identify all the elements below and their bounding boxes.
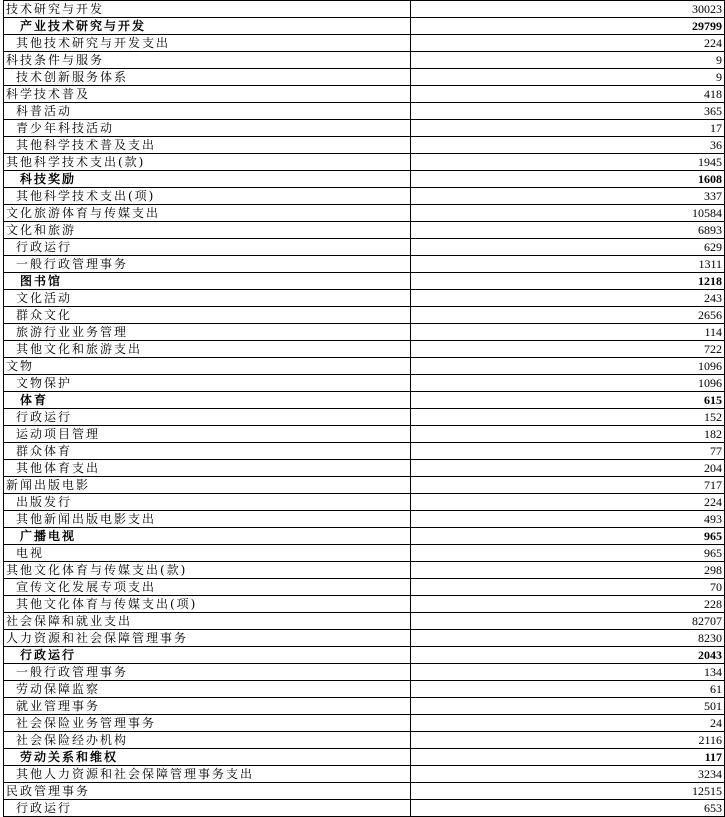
amount-cell: 493 bbox=[411, 511, 725, 528]
item-name-cell: 一般行政管理事务 bbox=[4, 664, 411, 681]
item-name-cell: 其他科学技术支出(款) bbox=[4, 154, 411, 171]
amount-cell: 365 bbox=[411, 103, 725, 120]
item-name-cell: 文物 bbox=[4, 358, 411, 375]
amount-cell: 653 bbox=[411, 800, 725, 817]
item-name-cell: 图书馆 bbox=[4, 273, 411, 290]
item-name-cell: 电视 bbox=[4, 545, 411, 562]
table-row bbox=[4, 120, 725, 137]
item-name-cell: 产业技术研究与开发 bbox=[4, 18, 411, 35]
amount-cell: 29799 bbox=[411, 18, 725, 35]
amount-cell: 298 bbox=[411, 562, 725, 579]
table-row bbox=[4, 222, 725, 239]
table-row bbox=[4, 358, 725, 375]
amount-cell: 1311 bbox=[411, 256, 725, 273]
amount-cell: 77 bbox=[411, 443, 725, 460]
item-name-cell: 宣传文化发展专项支出 bbox=[4, 579, 411, 596]
item-name-cell: 社会保险经办机构 bbox=[4, 732, 411, 749]
table-row bbox=[4, 579, 725, 596]
table-row bbox=[4, 154, 725, 171]
item-name-cell: 其他文化体育与传媒支出(项) bbox=[4, 596, 411, 613]
amount-cell: 3234 bbox=[411, 766, 725, 783]
item-name-cell: 文物保护 bbox=[4, 375, 411, 392]
table-row bbox=[4, 188, 725, 205]
item-name-cell: 其他人力资源和社会保障管理事务支出 bbox=[4, 766, 411, 783]
amount-cell: 1218 bbox=[411, 273, 725, 290]
table-row bbox=[4, 341, 725, 358]
item-name-cell: 其他体育支出 bbox=[4, 460, 411, 477]
amount-cell: 17 bbox=[411, 120, 725, 137]
table-row bbox=[4, 273, 725, 290]
table-row bbox=[4, 766, 725, 783]
table-row bbox=[4, 1, 725, 18]
item-name-cell: 新闻出版电影 bbox=[4, 477, 411, 494]
amount-cell: 418 bbox=[411, 86, 725, 103]
table-row bbox=[4, 375, 725, 392]
table-row bbox=[4, 290, 725, 307]
table-row bbox=[4, 239, 725, 256]
table-row bbox=[4, 511, 725, 528]
budget-table bbox=[3, 0, 725, 817]
amount-cell: 30023 bbox=[411, 1, 725, 18]
table-row bbox=[4, 664, 725, 681]
item-name-cell: 广播电视 bbox=[4, 528, 411, 545]
amount-cell: 36 bbox=[411, 137, 725, 154]
amount-cell: 24 bbox=[411, 715, 725, 732]
item-name-cell: 其他文化和旅游支出 bbox=[4, 341, 411, 358]
amount-cell: 182 bbox=[411, 426, 725, 443]
amount-cell: 1096 bbox=[411, 375, 725, 392]
table-row bbox=[4, 613, 725, 630]
table-row bbox=[4, 137, 725, 154]
amount-cell: 629 bbox=[411, 239, 725, 256]
table-row bbox=[4, 630, 725, 647]
item-name-cell: 群众体育 bbox=[4, 443, 411, 460]
item-name-cell: 其他文化体育与传媒支出(款) bbox=[4, 562, 411, 579]
item-name-cell: 民政管理事务 bbox=[4, 783, 411, 800]
item-name-cell: 文化活动 bbox=[4, 290, 411, 307]
table-row bbox=[4, 783, 725, 800]
amount-cell: 228 bbox=[411, 596, 725, 613]
amount-cell: 337 bbox=[411, 188, 725, 205]
item-name-cell: 行政运行 bbox=[4, 647, 411, 664]
table-row bbox=[4, 681, 725, 698]
table-row bbox=[4, 171, 725, 188]
amount-cell: 61 bbox=[411, 681, 725, 698]
item-name-cell: 社会保障和就业支出 bbox=[4, 613, 411, 630]
amount-cell: 12515 bbox=[411, 783, 725, 800]
item-name-cell: 其他科学技术普及支出 bbox=[4, 137, 411, 154]
table-row bbox=[4, 86, 725, 103]
item-name-cell: 劳动保障监察 bbox=[4, 681, 411, 698]
item-name-cell: 社会保险业务管理事务 bbox=[4, 715, 411, 732]
table-row bbox=[4, 477, 725, 494]
amount-cell: 965 bbox=[411, 545, 725, 562]
table-row bbox=[4, 392, 725, 409]
table-row bbox=[4, 732, 725, 749]
table-row bbox=[4, 307, 725, 324]
table-row bbox=[4, 749, 725, 766]
item-name-cell: 一般行政管理事务 bbox=[4, 256, 411, 273]
item-name-cell: 旅游行业业务管理 bbox=[4, 324, 411, 341]
item-name-cell: 运动项目管理 bbox=[4, 426, 411, 443]
amount-cell: 204 bbox=[411, 460, 725, 477]
table-row bbox=[4, 205, 725, 222]
item-name-cell: 文化和旅游 bbox=[4, 222, 411, 239]
item-name-cell: 其他新闻出版电影支出 bbox=[4, 511, 411, 528]
item-name-cell: 文化旅游体育与传媒支出 bbox=[4, 205, 411, 222]
table-row bbox=[4, 69, 725, 86]
amount-cell: 243 bbox=[411, 290, 725, 307]
amount-cell: 615 bbox=[411, 392, 725, 409]
item-name-cell: 科学技术普及 bbox=[4, 86, 411, 103]
amount-cell: 134 bbox=[411, 664, 725, 681]
item-name-cell: 科技条件与服务 bbox=[4, 52, 411, 69]
table-row bbox=[4, 103, 725, 120]
table-row bbox=[4, 443, 725, 460]
item-name-cell: 群众文化 bbox=[4, 307, 411, 324]
table-row bbox=[4, 528, 725, 545]
table-row bbox=[4, 698, 725, 715]
table-row bbox=[4, 256, 725, 273]
amount-cell: 10584 bbox=[411, 205, 725, 222]
amount-cell: 82707 bbox=[411, 613, 725, 630]
table-row bbox=[4, 35, 725, 52]
item-name-cell: 行政运行 bbox=[4, 800, 411, 817]
table-row bbox=[4, 426, 725, 443]
amount-cell: 1096 bbox=[411, 358, 725, 375]
table-row bbox=[4, 800, 725, 817]
item-name-cell: 技术创新服务体系 bbox=[4, 69, 411, 86]
amount-cell: 501 bbox=[411, 698, 725, 715]
amount-cell: 9 bbox=[411, 69, 725, 86]
table-row bbox=[4, 715, 725, 732]
table-row bbox=[4, 545, 725, 562]
amount-cell: 117 bbox=[411, 749, 725, 766]
item-name-cell: 体育 bbox=[4, 392, 411, 409]
item-name-cell: 劳动关系和维权 bbox=[4, 749, 411, 766]
amount-cell: 152 bbox=[411, 409, 725, 426]
amount-cell: 2116 bbox=[411, 732, 725, 749]
amount-cell: 717 bbox=[411, 477, 725, 494]
item-name-cell: 其他科学技术支出(项) bbox=[4, 188, 411, 205]
amount-cell: 722 bbox=[411, 341, 725, 358]
table-row bbox=[4, 596, 725, 613]
amount-cell: 224 bbox=[411, 35, 725, 52]
amount-cell: 2043 bbox=[411, 647, 725, 664]
item-name-cell: 人力资源和社会保障管理事务 bbox=[4, 630, 411, 647]
amount-cell: 965 bbox=[411, 528, 725, 545]
amount-cell: 70 bbox=[411, 579, 725, 596]
amount-cell: 224 bbox=[411, 494, 725, 511]
budget-table-body bbox=[4, 1, 725, 817]
item-name-cell: 科技奖励 bbox=[4, 171, 411, 188]
amount-cell: 1945 bbox=[411, 154, 725, 171]
item-name-cell: 其他技术研究与开发支出 bbox=[4, 35, 411, 52]
item-name-cell: 就业管理事务 bbox=[4, 698, 411, 715]
table-row bbox=[4, 52, 725, 69]
table-row bbox=[4, 562, 725, 579]
item-name-cell: 科普活动 bbox=[4, 103, 411, 120]
amount-cell: 114 bbox=[411, 324, 725, 341]
table-row bbox=[4, 18, 725, 35]
item-name-cell: 出版发行 bbox=[4, 494, 411, 511]
amount-cell: 6893 bbox=[411, 222, 725, 239]
table-row bbox=[4, 494, 725, 511]
item-name-cell: 行政运行 bbox=[4, 409, 411, 426]
item-name-cell: 青少年科技活动 bbox=[4, 120, 411, 137]
amount-cell: 1608 bbox=[411, 171, 725, 188]
table-row bbox=[4, 460, 725, 477]
amount-cell: 2656 bbox=[411, 307, 725, 324]
table-row bbox=[4, 324, 725, 341]
table-row bbox=[4, 409, 725, 426]
amount-cell: 8230 bbox=[411, 630, 725, 647]
table-row bbox=[4, 647, 725, 664]
item-name-cell: 行政运行 bbox=[4, 239, 411, 256]
item-name-cell: 技术研究与开发 bbox=[4, 1, 411, 18]
amount-cell: 9 bbox=[411, 52, 725, 69]
